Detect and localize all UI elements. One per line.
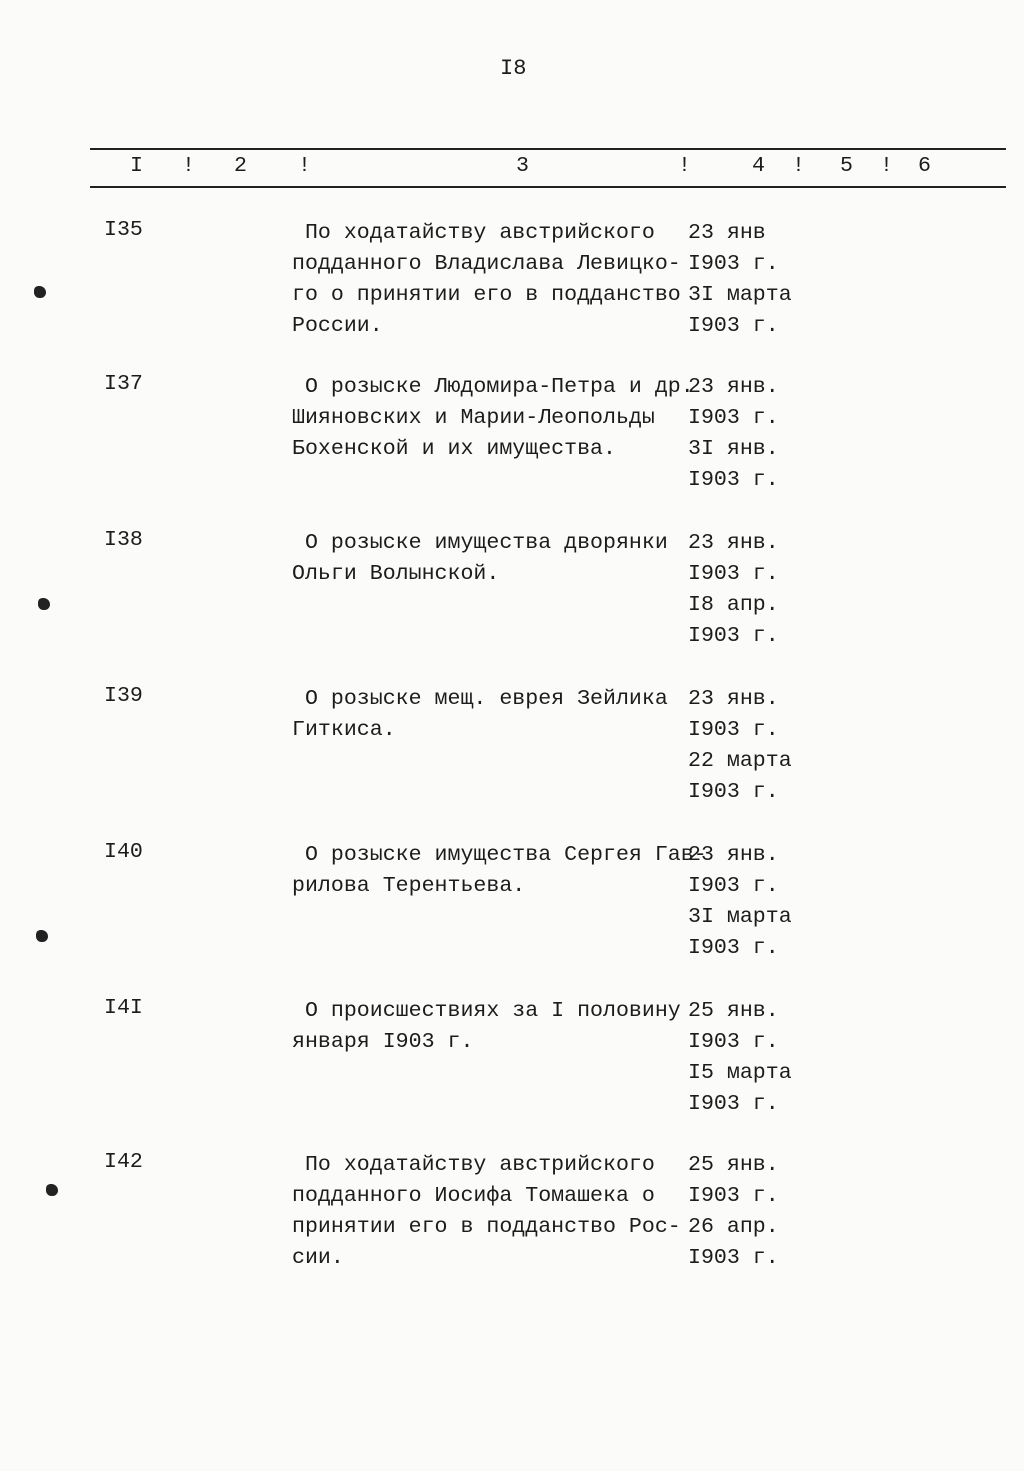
date-line: 23 янв bbox=[688, 221, 766, 245]
description-line: января I903 г. bbox=[292, 1030, 474, 1054]
description-line: О розыске имущества Сергея Гав- bbox=[292, 843, 707, 867]
date-line: 23 янв. bbox=[688, 375, 779, 399]
date-line: I5 марта bbox=[688, 1061, 792, 1085]
date-line: 3I янв. bbox=[688, 437, 779, 461]
date-line: I903 г. bbox=[688, 314, 779, 338]
entry-description bbox=[292, 372, 694, 465]
entry-description bbox=[292, 840, 707, 902]
description-line: сии. bbox=[292, 1246, 344, 1270]
list-item bbox=[0, 684, 1024, 834]
entry-description bbox=[292, 684, 668, 746]
date-line: 3I марта bbox=[688, 283, 792, 307]
date-line: I903 г. bbox=[688, 1030, 779, 1054]
entry-dates bbox=[688, 996, 792, 1120]
description-line: О розыске мещ. еврея Зейлика bbox=[292, 687, 668, 711]
date-line: I903 г. bbox=[688, 252, 779, 276]
entry-number: I35 bbox=[104, 218, 143, 242]
date-line: I903 г. bbox=[688, 562, 779, 586]
entry-number: I39 bbox=[104, 684, 143, 708]
description-line: Шияновских и Марии-Леопольды bbox=[292, 406, 655, 430]
col-4-header: 4 bbox=[752, 154, 765, 178]
col-1-header: I bbox=[130, 154, 143, 178]
col-2-header: 2 bbox=[234, 154, 247, 178]
description-line: принятии его в подданство Рос- bbox=[292, 1215, 681, 1239]
list-item bbox=[0, 840, 1024, 990]
date-line: 25 янв. bbox=[688, 1153, 779, 1177]
date-line: I903 г. bbox=[688, 1092, 779, 1116]
entry-number: I37 bbox=[104, 372, 143, 396]
description-line: О происшествиях за I половину bbox=[292, 999, 681, 1023]
punch-hole-mark bbox=[38, 598, 50, 610]
date-line: 23 янв. bbox=[688, 687, 779, 711]
list-item bbox=[0, 372, 1024, 522]
date-line: I8 апр. bbox=[688, 593, 779, 617]
date-line: 23 янв. bbox=[688, 531, 779, 555]
date-line: 3I марта bbox=[688, 905, 792, 929]
punch-hole-mark bbox=[36, 930, 48, 942]
col-5-header: 5 bbox=[840, 154, 853, 178]
list-item bbox=[0, 1150, 1024, 1300]
punch-hole-mark bbox=[34, 286, 46, 298]
date-line: I903 г. bbox=[688, 624, 779, 648]
date-line: I903 г. bbox=[688, 718, 779, 742]
entry-dates bbox=[688, 372, 779, 496]
entry-dates bbox=[688, 528, 779, 652]
entry-number: I40 bbox=[104, 840, 143, 864]
col-6-header: 6 bbox=[918, 154, 931, 178]
entry-description bbox=[292, 996, 681, 1058]
description-line: О розыске имущества дворянки bbox=[292, 531, 668, 555]
col-separator: ! bbox=[792, 154, 805, 178]
description-line: Ольги Волынской. bbox=[292, 562, 500, 586]
entry-number: I42 bbox=[104, 1150, 143, 1174]
header-bottom-rule bbox=[90, 186, 1006, 188]
description-line: О розыске Людомира-Петра и др. bbox=[292, 375, 694, 399]
entry-description bbox=[292, 528, 668, 590]
date-line: I903 г. bbox=[688, 874, 779, 898]
date-line: 26 апр. bbox=[688, 1215, 779, 1239]
date-line: I903 г. bbox=[688, 1246, 779, 1270]
description-line: подданного Иосифа Томашека о bbox=[292, 1184, 655, 1208]
description-line: рилова Терентьева. bbox=[292, 874, 526, 898]
col-3-header: 3 bbox=[516, 154, 529, 178]
col-separator: ! bbox=[880, 154, 893, 178]
col-separator: ! bbox=[298, 154, 311, 178]
header-top-rule bbox=[90, 148, 1006, 150]
entry-number: I38 bbox=[104, 528, 143, 552]
description-line: По ходатайству австрийского bbox=[292, 221, 655, 245]
description-line: Бохенской и их имущества. bbox=[292, 437, 616, 461]
description-line: Гиткиса. bbox=[292, 718, 396, 742]
entry-dates bbox=[688, 684, 792, 808]
list-item bbox=[0, 996, 1024, 1146]
date-line: I903 г. bbox=[688, 780, 779, 804]
entry-description bbox=[292, 218, 681, 342]
description-line: По ходатайству австрийского bbox=[292, 1153, 655, 1177]
punch-hole-mark bbox=[46, 1184, 58, 1196]
list-item bbox=[0, 218, 1024, 368]
page-number: I8 bbox=[500, 56, 527, 81]
date-line: I903 г. bbox=[688, 936, 779, 960]
date-line: 25 янв. bbox=[688, 999, 779, 1023]
date-line: 23 янв. bbox=[688, 843, 779, 867]
entry-dates bbox=[688, 840, 792, 964]
entry-dates bbox=[688, 218, 792, 342]
entry-description bbox=[292, 1150, 681, 1274]
date-line: I903 г. bbox=[688, 1184, 779, 1208]
date-line: I903 г. bbox=[688, 468, 779, 492]
description-line: России. bbox=[292, 314, 383, 338]
col-separator: ! bbox=[182, 154, 195, 178]
description-line: го о принятии его в подданство bbox=[292, 283, 681, 307]
entry-dates bbox=[688, 1150, 779, 1274]
date-line: I903 г. bbox=[688, 406, 779, 430]
entry-number: I4I bbox=[104, 996, 143, 1020]
col-separator: ! bbox=[678, 154, 691, 178]
list-item bbox=[0, 528, 1024, 678]
date-line: 22 марта bbox=[688, 749, 792, 773]
description-line: подданного Владислава Левицко- bbox=[292, 252, 681, 276]
